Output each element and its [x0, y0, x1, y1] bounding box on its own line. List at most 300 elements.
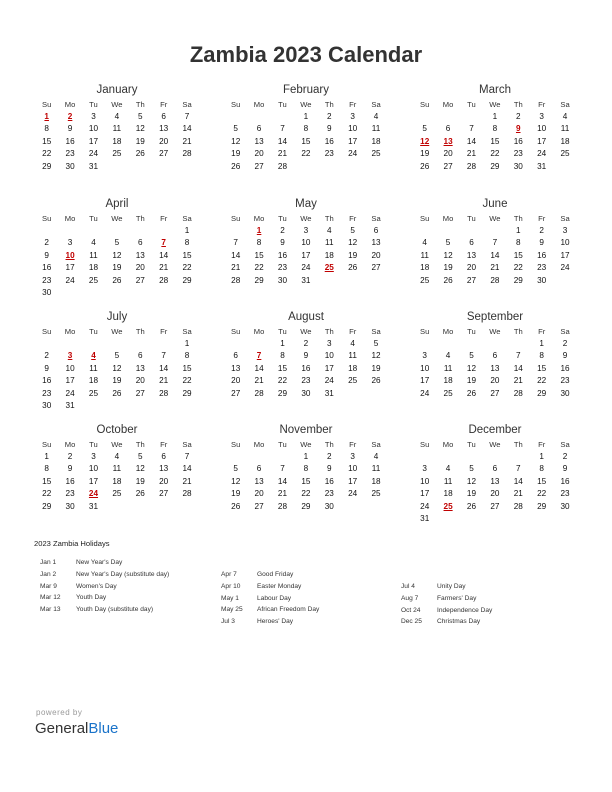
weekday-label: Fr — [538, 100, 546, 109]
day-cell: 29 — [277, 388, 288, 398]
day-cell: 13 — [135, 250, 145, 260]
weekday-label: Th — [513, 327, 523, 336]
day-cell: 21 — [182, 476, 192, 486]
empty-day-cell — [483, 338, 506, 350]
day-cell: 20 — [371, 250, 381, 260]
day-cell: 21 — [277, 489, 288, 499]
day-cell: 24 — [420, 388, 430, 398]
day-cell: 8 — [256, 238, 262, 248]
day-cell: 24 — [348, 149, 358, 159]
holiday-date: Mar 9 — [40, 582, 57, 590]
empty-day-cell — [413, 338, 436, 350]
day-cell: 28 — [466, 161, 477, 171]
empty-day-cell — [271, 451, 294, 463]
empty-day-cell — [224, 225, 247, 237]
weekday-label: Su — [231, 327, 241, 336]
weekday-label: Mo — [253, 100, 265, 109]
day-cell: 18 — [348, 363, 358, 373]
day-cell: 26 — [135, 489, 145, 499]
day-cell: 9 — [44, 250, 49, 260]
day-cell: 28 — [159, 388, 169, 398]
day-cell: 8 — [184, 351, 190, 361]
day-cell: 29 — [254, 275, 264, 285]
brand-blue: Blue — [88, 720, 119, 737]
day-cell: 7 — [161, 238, 166, 248]
holiday-name: New Year's Day — [76, 559, 123, 566]
day-cell: 16 — [65, 136, 75, 146]
day-cell: 29 — [42, 161, 52, 171]
day-cell: 13 — [443, 136, 453, 146]
day-cell: 24 — [537, 149, 547, 159]
day-cell: 26 — [231, 161, 241, 171]
day-cell: 16 — [301, 363, 311, 373]
day-cell: 23 — [42, 388, 52, 398]
empty-day-cell — [105, 161, 128, 173]
weekday-label: Mo — [64, 214, 76, 223]
day-cell: 8 — [515, 238, 521, 248]
day-cell: 2 — [326, 452, 332, 461]
holiday-name: Youth Day — [76, 594, 107, 602]
day-cell: 30 — [324, 501, 334, 511]
day-cell: 7 — [256, 351, 262, 361]
day-cell: 24 — [348, 489, 358, 499]
day-cell: 16 — [65, 476, 75, 486]
day-cell: 15 — [254, 250, 264, 260]
day-cell: 22 — [301, 489, 311, 499]
weekday-label: Sa — [182, 327, 192, 336]
day-cell: 18 — [88, 376, 99, 386]
week-row — [413, 161, 577, 173]
day-cell: 1 — [515, 226, 521, 235]
week-row — [224, 161, 388, 173]
day-cell: 21 — [159, 376, 169, 386]
holiday-date: Apr 7 — [221, 571, 237, 578]
empty-day-cell — [413, 451, 436, 463]
day-cell: 31 — [88, 501, 99, 511]
day-cell: 5 — [137, 452, 143, 461]
week-row — [35, 262, 199, 274]
empty-day-cell — [460, 111, 483, 123]
day-cell: 26 — [231, 501, 241, 511]
day-cell: 11 — [112, 464, 122, 474]
weekday-label: Sa — [560, 327, 570, 336]
day-cell: 4 — [91, 351, 96, 361]
day-cell: 1 — [539, 452, 544, 461]
day-cell: 1 — [303, 112, 309, 121]
day-cell: 5 — [445, 238, 451, 248]
day-cell: 12 — [348, 238, 358, 248]
month-block — [224, 197, 388, 287]
day-cell: 22 — [537, 489, 547, 499]
weekday-label: We — [111, 327, 123, 336]
day-cell: 7 — [280, 464, 285, 474]
weekday-label: Sa — [371, 214, 381, 223]
weekday-label: Fr — [349, 100, 357, 109]
month-name: October — [96, 424, 138, 436]
weekday-label: Fr — [538, 440, 546, 449]
month-block — [413, 197, 577, 287]
week-row — [35, 501, 199, 513]
weekday-label: Su — [231, 214, 241, 223]
day-cell: 19 — [135, 136, 145, 146]
day-cell: 14 — [159, 250, 169, 260]
month-name: January — [96, 84, 138, 96]
empty-day-cell — [460, 225, 483, 237]
week-row — [413, 463, 577, 475]
empty-day-cell — [152, 338, 175, 350]
weekday-label: Mo — [64, 100, 76, 109]
day-cell: 17 — [301, 250, 311, 260]
holiday-item — [40, 569, 169, 581]
empty-day-cell — [460, 451, 483, 463]
day-cell: 13 — [466, 250, 477, 260]
day-cell: 9 — [326, 124, 332, 134]
day-cell: 11 — [371, 464, 381, 474]
holiday-item — [40, 604, 169, 616]
day-cell: 3 — [303, 226, 309, 235]
day-cell: 5 — [114, 238, 120, 248]
week-row — [413, 350, 577, 362]
day-cell: 8 — [539, 464, 544, 474]
week-row — [35, 275, 199, 287]
day-cell: 11 — [420, 250, 429, 260]
day-cell: 24 — [301, 263, 311, 273]
weekday-label: Sa — [371, 100, 381, 109]
empty-day-cell — [436, 111, 459, 123]
weekday-label: Sa — [182, 100, 192, 109]
day-cell: 4 — [373, 112, 379, 121]
day-cell: 22 — [301, 149, 311, 159]
week-row — [413, 513, 577, 525]
week-row — [35, 476, 199, 488]
day-cell: 18 — [112, 136, 122, 146]
weekday-label: Sa — [560, 214, 570, 223]
day-cell: 31 — [301, 275, 311, 285]
day-cell: 1 — [184, 226, 190, 235]
empty-day-cell — [364, 388, 387, 400]
day-cell: 12 — [135, 124, 145, 134]
empty-day-cell — [247, 338, 270, 350]
day-cell: 27 — [159, 149, 169, 159]
weekday-label: Tu — [278, 327, 287, 336]
weekday-label: Su — [420, 100, 430, 109]
day-cell: 5 — [114, 351, 120, 361]
week-row — [35, 287, 199, 299]
week-row — [413, 388, 577, 400]
day-cell: 7 — [161, 351, 166, 361]
day-cell: 26 — [466, 388, 477, 398]
day-cell: 2 — [326, 112, 332, 121]
day-cell: 23 — [65, 149, 75, 159]
empty-day-cell — [413, 111, 436, 123]
weekday-label: Th — [513, 100, 523, 109]
empty-day-cell — [436, 338, 459, 350]
day-cell: 9 — [67, 464, 73, 474]
weekday-label: Su — [42, 327, 52, 336]
day-cell: 18 — [324, 250, 334, 260]
day-cell: 6 — [233, 351, 238, 361]
day-cell: 15 — [277, 363, 288, 373]
weekday-label: We — [111, 100, 123, 109]
day-cell: 4 — [326, 226, 332, 235]
empty-day-cell — [553, 513, 576, 525]
empty-day-cell — [152, 501, 175, 513]
weekday-label: Mo — [64, 327, 76, 336]
day-cell: 17 — [65, 376, 75, 386]
day-cell: 27 — [490, 388, 500, 398]
day-cell: 2 — [280, 226, 285, 235]
empty-day-cell — [483, 513, 506, 525]
day-cell: 16 — [277, 250, 288, 260]
day-cell: 7 — [280, 124, 285, 134]
month-block — [35, 197, 199, 299]
day-cell: 10 — [537, 124, 547, 134]
week-row — [224, 451, 388, 463]
day-cell: 27 — [159, 489, 169, 499]
weekday-label: We — [111, 440, 123, 449]
day-cell: 2 — [562, 452, 568, 461]
day-cell: 14 — [159, 363, 169, 373]
empty-day-cell — [129, 501, 152, 513]
week-row — [413, 375, 577, 387]
holiday-name: Independence Day — [437, 606, 493, 614]
week-row — [224, 250, 388, 262]
holiday-date: Jan 1 — [40, 559, 57, 566]
month-name: March — [479, 84, 511, 96]
day-cell: 9 — [515, 124, 521, 134]
day-cell: 17 — [324, 363, 334, 373]
weekday-header-row — [413, 439, 577, 451]
day-cell: 17 — [560, 250, 570, 260]
day-cell: 6 — [256, 124, 262, 134]
weekday-label: Fr — [538, 327, 546, 336]
day-cell: 13 — [490, 476, 500, 486]
week-row — [35, 338, 199, 350]
holiday-date: Jul 3 — [221, 618, 235, 626]
day-cell: 1 — [184, 339, 190, 348]
week-row — [35, 375, 199, 387]
day-cell: 1 — [44, 452, 49, 461]
holiday-item — [221, 616, 319, 628]
holiday-item — [40, 557, 169, 569]
weekday-label: Sa — [560, 100, 570, 109]
day-cell: 28 — [182, 489, 192, 499]
day-cell: 30 — [560, 501, 570, 511]
week-row — [224, 476, 388, 488]
brand-general: General — [35, 720, 89, 737]
weekday-label: Tu — [278, 440, 287, 449]
empty-day-cell — [82, 225, 105, 237]
holiday-item — [401, 593, 492, 605]
day-cell: 21 — [513, 489, 523, 499]
day-cell: 3 — [91, 452, 96, 461]
empty-day-cell — [247, 451, 270, 463]
week-row — [35, 350, 199, 362]
day-cell: 11 — [89, 250, 98, 260]
day-cell: 18 — [420, 263, 430, 273]
day-cell: 6 — [492, 351, 498, 361]
weekday-label: Sa — [182, 440, 192, 449]
weekday-label: Tu — [89, 440, 98, 449]
week-row — [35, 237, 199, 249]
day-cell: 19 — [348, 250, 358, 260]
holiday-name: Good Friday — [257, 571, 294, 578]
weekday-header-row — [413, 326, 577, 338]
weekday-label: Th — [324, 100, 334, 109]
month-name: February — [282, 84, 330, 96]
day-cell: 19 — [112, 376, 122, 386]
holiday-date: Aug 7 — [401, 594, 419, 602]
day-cell: 18 — [112, 476, 122, 486]
day-cell: 14 — [513, 363, 523, 373]
day-cell: 3 — [422, 351, 427, 361]
month-name: July — [106, 311, 128, 323]
day-cell: 8 — [280, 351, 285, 361]
weekday-header-row — [224, 213, 388, 225]
day-cell: 5 — [469, 351, 474, 361]
day-cell: 26 — [443, 275, 453, 285]
day-cell: 13 — [371, 238, 381, 248]
day-cell: 2 — [44, 351, 49, 361]
day-cell: 1 — [539, 339, 544, 348]
day-cell: 17 — [88, 476, 99, 486]
day-cell: 10 — [348, 124, 358, 134]
weekday-label: Th — [135, 327, 145, 336]
day-cell: 18 — [371, 476, 381, 486]
empty-day-cell — [341, 161, 364, 173]
day-cell: 16 — [42, 263, 52, 273]
day-cell: 14 — [254, 363, 264, 373]
empty-day-cell — [271, 111, 294, 123]
weekday-label: Th — [513, 440, 523, 449]
day-cell: 30 — [42, 400, 52, 410]
day-cell: 11 — [371, 124, 381, 134]
empty-day-cell — [152, 161, 175, 173]
week-row — [35, 463, 199, 475]
empty-day-cell — [364, 161, 387, 173]
weekday-label: Sa — [182, 214, 192, 223]
day-cell: 30 — [277, 275, 288, 285]
holiday-name: Women's Day — [76, 582, 117, 590]
week-row — [224, 262, 388, 274]
day-cell: 14 — [231, 250, 241, 260]
day-cell: 15 — [182, 250, 192, 260]
weekday-label: Mo — [64, 440, 76, 449]
weekday-label: Tu — [89, 214, 98, 223]
weekday-label: Fr — [160, 100, 168, 109]
generalblue-logo[interactable] — [35, 720, 118, 737]
day-cell: 23 — [513, 149, 523, 159]
empty-day-cell — [460, 513, 483, 525]
day-cell: 29 — [490, 161, 500, 171]
empty-day-cell — [82, 400, 105, 412]
week-row — [413, 451, 577, 463]
day-cell: 10 — [420, 363, 430, 373]
day-cell: 9 — [303, 351, 309, 361]
week-row — [35, 388, 199, 400]
day-cell: 10 — [88, 464, 99, 474]
day-cell: 13 — [490, 363, 500, 373]
day-cell: 15 — [301, 136, 311, 146]
day-cell: 27 — [135, 388, 145, 398]
day-cell: 9 — [44, 363, 49, 373]
day-cell: 2 — [67, 452, 73, 461]
empty-day-cell — [58, 287, 81, 299]
day-cell: 3 — [539, 112, 544, 121]
day-cell: 31 — [88, 161, 99, 171]
day-cell: 21 — [277, 149, 288, 159]
day-cell: 6 — [161, 112, 166, 121]
day-cell: 20 — [466, 263, 477, 273]
day-cell: 24 — [560, 263, 570, 273]
day-cell: 12 — [371, 351, 381, 361]
day-cell: 5 — [373, 339, 379, 348]
day-cell: 12 — [231, 136, 241, 146]
day-cell: 29 — [537, 388, 547, 398]
week-row — [224, 338, 388, 350]
day-cell: 6 — [373, 226, 379, 235]
weekday-label: We — [300, 440, 312, 449]
day-cell: 17 — [65, 263, 75, 273]
day-cell: 26 — [466, 501, 477, 511]
weekday-label: Fr — [160, 327, 168, 336]
day-cell: 24 — [88, 489, 99, 499]
weekday-label: Su — [420, 214, 430, 223]
day-cell: 10 — [65, 363, 75, 373]
day-cell: 18 — [371, 136, 381, 146]
day-cell: 15 — [513, 250, 523, 260]
day-cell: 20 — [254, 489, 264, 499]
day-cell: 21 — [254, 376, 264, 386]
weekday-label: Mo — [442, 440, 454, 449]
empty-day-cell — [460, 338, 483, 350]
day-cell: 24 — [88, 149, 99, 159]
day-cell: 11 — [112, 124, 122, 134]
day-cell: 9 — [562, 351, 568, 361]
day-cell: 20 — [443, 149, 453, 159]
day-cell: 15 — [490, 136, 500, 146]
day-cell: 27 — [371, 263, 381, 273]
weekday-label: Fr — [349, 214, 357, 223]
day-cell: 10 — [65, 250, 75, 260]
day-cell: 18 — [443, 489, 453, 499]
day-cell: 31 — [324, 388, 334, 398]
day-cell: 12 — [231, 476, 241, 486]
day-cell: 22 — [182, 263, 192, 273]
holiday-date: Jul 4 — [401, 583, 415, 590]
day-cell: 28 — [159, 275, 169, 285]
day-cell: 5 — [137, 112, 143, 121]
empty-day-cell — [553, 275, 576, 287]
weekday-label: We — [489, 100, 501, 109]
empty-day-cell — [507, 338, 530, 350]
day-cell: 25 — [443, 388, 453, 398]
weekday-label: Th — [135, 214, 145, 223]
holiday-name: Farmers' Day — [437, 594, 477, 602]
day-cell: 7 — [515, 351, 521, 361]
weekday-label: Th — [135, 100, 145, 109]
day-cell: 13 — [159, 124, 169, 134]
empty-day-cell — [553, 161, 576, 173]
weekday-label: Fr — [349, 327, 357, 336]
day-cell: 5 — [233, 464, 238, 474]
day-cell: 4 — [445, 464, 451, 474]
day-cell: 14 — [277, 476, 288, 486]
day-cell: 19 — [371, 363, 381, 373]
day-cell: 6 — [137, 351, 143, 361]
holiday-column — [401, 581, 492, 628]
weekday-label: Fr — [538, 214, 546, 223]
